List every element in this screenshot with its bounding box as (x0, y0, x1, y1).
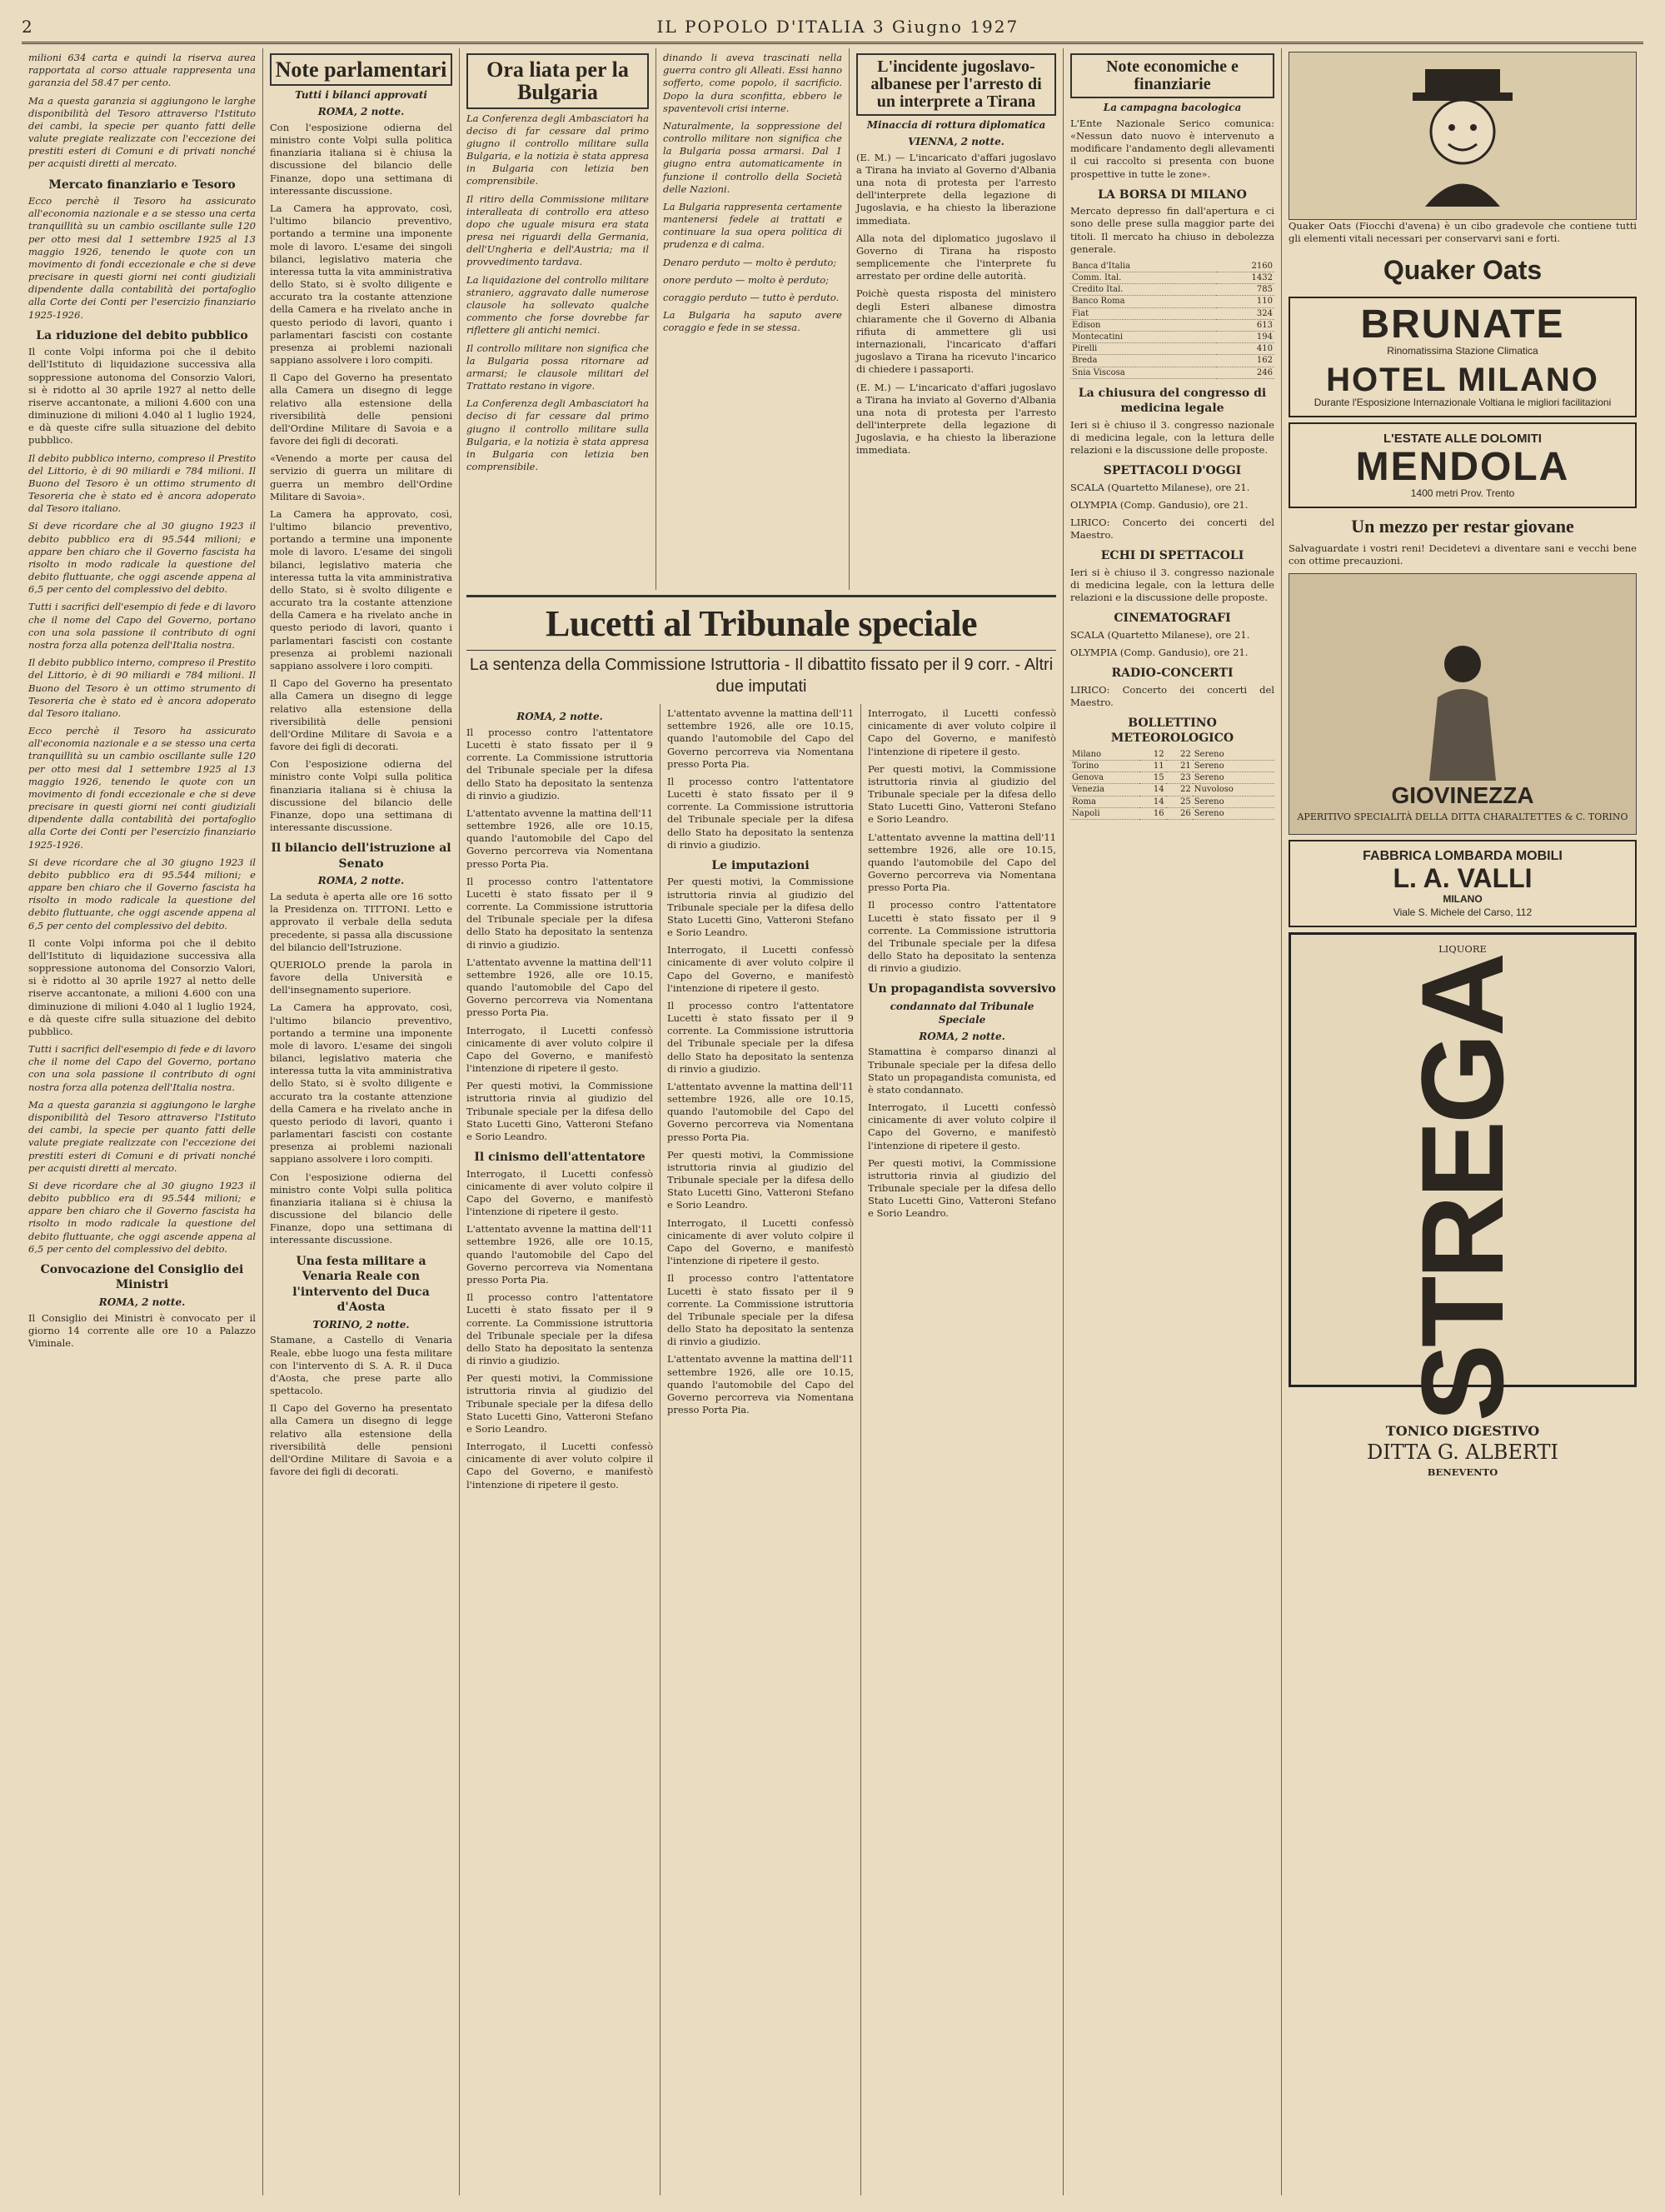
table-row (1070, 296, 1274, 307)
valli-ad (1289, 840, 1637, 928)
table-cell: Sereno (1193, 749, 1274, 761)
article-text: (E. M.) — L'incaricato d'affari jugoslavo a Tirana ha inviato al Governo d'Albania una nota di protesta per l'arresto dell'interprete della legazione di Jugoslavia, e ha chiesto la liberazione immediata. (856, 151, 1056, 227)
weather-table (1070, 749, 1274, 820)
ad-brand: L. A. VALLI (1393, 863, 1533, 894)
listing: OLYMPIA (Comp. Gandusio), ore 21. (1070, 498, 1249, 511)
table-row (1070, 272, 1274, 284)
article-text: Poichè questa risposta del ministero degli Esteri albanese dimostra chiaramente che il Governo di Albania rifiuta di ammettere gli usi internazionali, l'incaricato d'affari jugoslavo a Tirana ha ricevuto l'incarico di chiedere i passaporti. (856, 287, 1056, 376)
article-text: Per questi motivi, la Commissione istruttoria rinvia al giudizio del Tribunale speciale per la difesa dello Stato Lucetti Gino, Vatteroni Stefano e Sorio Leandro. (667, 876, 854, 939)
section-heading: Il bilancio dell'istruzione al Senato (271, 841, 451, 871)
article-text: L'attentato avvenne la mattina dell'11 settembre 1926, alle ore 10.15, quando l'automobile del Capo del Governo percorreva via Nomentana presso Porta Pia. (466, 956, 653, 1019)
table-cell: Edison (1070, 319, 1216, 331)
ad-brand: MENDOLA (1355, 444, 1570, 489)
table-cell: 21 (1166, 761, 1193, 772)
ad-text: 1400 metri Prov. Trento (1410, 487, 1515, 499)
table-cell: 12 (1139, 749, 1166, 761)
article-title: Note parlamentari (270, 53, 452, 86)
mendola-ad (1289, 422, 1637, 508)
table-cell: 15 (1139, 772, 1166, 784)
article-text: Per questi motivi, la Commissione istruttoria rinvia al giudizio del Tribunale speciale per la difesa dello Stato Lucetti Gino, Vatteroni Stefano e Sorio Leandro. (466, 1080, 653, 1142)
listing: LIRICO: Concerto dei concerti del Maestro. (1070, 683, 1274, 708)
dateline: ROMA, 2 notte. (317, 106, 405, 118)
quaker-ad (1289, 250, 1637, 292)
section-heading: RADIO-CONCERTI (1111, 667, 1234, 681)
table-row (1070, 807, 1274, 819)
center-top (460, 48, 1063, 590)
article-text: Si deve ricordare che al 30 giugno 1923 il debito pubblico era di 95.544 milioni; e appare ben chiaro che il Governo fascista ha risolto in modo radicale la questione del debito fluttuante, che oggi ascende appena al 6,5 per cento del complessivo del debito. (28, 1179, 256, 1255)
article-text: Interrogato, il Lucetti confessò cinicamente di aver voluto colpire il Capo del Governo, e manifestò l'intenzione di ripetere il gesto. (466, 1441, 653, 1490)
table-cell: Torino (1070, 761, 1139, 772)
article-text: Il processo contro l'attentatore Lucetti è stato fissato per il 9 corrente. La Commissione istruttoria del Tribunale speciale per la difesa dello Stato ha depositato la sentenza di rinvio a giudizio. (667, 775, 854, 851)
article-text: Per questi motivi, la Commissione istruttoria rinvia al giudizio del Tribunale speciale per la difesa dello Stato Lucetti Gino, Vatteroni Stefano e Sorio Leandro. (868, 1156, 1056, 1220)
article-text: Con l'esposizione odierna del ministro conte Volpi sulla politica finanziaria italiana si è chiusa la discussione del bilancio delle Finanze, dopo una settimana di interessante discussione. (270, 1171, 452, 1246)
article-text: La Bulgaria ha saputo avere coraggio e fede in se stessa. (663, 309, 842, 334)
dateline: VIENNA, 2 notte. (908, 135, 1004, 147)
table-cell: Sereno (1193, 761, 1274, 772)
main-subhead: La sentenza della Commissione Istruttoria - Il dibattito fissato per il 9 corr. - Altri due imputati (469, 656, 1054, 696)
article-text: Con l'esposizione odierna del ministro conte Volpi sulla politica finanziaria italiana si è chiusa la discussione del bilancio delle Finanze, dopo una settimana di interessante discussione. (270, 758, 452, 834)
column-3 (460, 48, 656, 590)
article-text: Con l'esposizione odierna del ministro conte Volpi sulla politica finanziaria italiana si è chiusa la discussione del bilancio delle Finanze, dopo una settimana di interessante discussione. (270, 121, 452, 197)
table-cell: 26 (1166, 807, 1193, 819)
article-text: L'Ente Nazionale Serico comunica: «Nessun dato nuovo è intervenuto a modificare l'andamento degli allevamenti il cui raccolto si presenta con buone prospettive in tutte le zone». (1070, 117, 1274, 180)
table-cell: Sereno (1193, 807, 1274, 819)
section-heading: Il cinismo dell'attentatore (474, 1151, 646, 1165)
section-heading: LA BORSA DI MILANO (1098, 187, 1247, 202)
table-cell: 246 (1216, 367, 1274, 378)
table-cell: Napoli (1070, 807, 1139, 819)
ad-text: TONICO DIGESTIVO (1385, 1422, 1540, 1439)
article-text: Il debito pubblico interno, compreso il Prestito del Littorio, è di 90 miliardi e 784 milioni. Il Buono del Tesoro è un ottimo strumento di Tesoreria che è stato ed è ancora adoperato dal Tesoro italiano. (28, 452, 257, 515)
article-text: Interrogato, il Lucetti confessò cinicamente di aver voluto colpire il Capo del Governo, e manifestò l'intenzione di ripetere il gesto. (667, 944, 854, 994)
table-row (1070, 796, 1274, 807)
article-text: Tutti i sacrifici dell'esempio di fede e di lavoro che il nome del Capo del Governo, portano con una sola passione il contributo di ogni nostra forza alla potenza dell'Italia nostra. (28, 601, 256, 651)
table-row (1070, 331, 1274, 342)
table-row (1070, 772, 1274, 784)
article-text: La Bulgaria rappresenta certamente mantenersi fedele ai trattati e continuare la sua opera politica di prudenza e di calma. (663, 200, 842, 251)
table-cell: Fiat (1070, 307, 1216, 319)
article-text: Il controllo militare non significa che la Bulgaria possa ritornare ad armarsi; le clausole militari del Trattato restano in vigore. (466, 342, 649, 392)
ad-brand: Quaker Oats (1383, 255, 1543, 286)
ad-text: DITTA G. ALBERTI (1367, 1440, 1558, 1464)
article-text: La Camera ha approvato, così, l'ultimo bilancio preventivo, portando a termine una imponente mole di lavoro. L'esame dei singoli bilanci, legislativo materia che interessa tutta la vita amministrativa dello Stato, si è svolto diligente e accurato tra la costante attenzione della Camera e ha rivelato anche in questo periodo di lavori, quanto i parlamentari fascisti con costante presenza ai problemi nazionali sappiano assolvere i loro compiti. (270, 202, 452, 367)
table-cell: 22 (1166, 784, 1193, 796)
table-cell: Breda (1070, 355, 1216, 367)
article-text: QUERIOLO prende la parola in favore della Università e dell'insegnamento superiore. (270, 958, 452, 996)
article-text: L'attentato avvenne la mattina dell'11 settembre 1926, alle ore 10.15, quando l'automobile del Capo del Governo percorreva via Nomentana presso Porta Pia. (667, 1353, 854, 1416)
article-text: Ma a questa garanzia si aggiungono le larghe disponibilità del Tesoro attraverso l'Istituto dei cambi, la specie per quanto fatti delle valute pregiate realizzate con l'eccezione dei prestiti esteri di Comuni e di privati nonché per acquisti diretti al mercato. (28, 1098, 256, 1174)
table-cell: 194 (1216, 331, 1274, 342)
article-text: Stamane, a Castello di Venaria Reale, ebbe luogo una festa militare con l'intervento di S. A. R. il Duca d'Aosta, che prese parte allo spettacolo. (270, 1334, 452, 1397)
dateline: ROMA, 2 notte. (919, 1030, 1005, 1042)
table-cell: 110 (1216, 296, 1274, 307)
article-subtitle: La campagna bacologica (1103, 102, 1242, 113)
article-subtitle: Minaccia di rottura diplomatica (866, 119, 1046, 131)
table-cell: 23 (1166, 772, 1193, 784)
article-title: L'incidente jugoslavo-albanese per l'arresto di un interprete a Tirana (856, 53, 1056, 116)
article-text: Il conte Volpi informa poi che il debito dell'Istituto di liquidazione successiva alla soppressione autonoma del Consorzio Valori, si è ridotto al 30 aprile 1927 al netto delle riserve accantonate, a milioni 4.600 con una diminuzione di milioni 4.040 al 1 luglio 1924, e dà queste cifre sulla situazione del debito pubblico. (28, 936, 256, 1037)
ad-text: Salvaguardate i vostri reni! Decidetevi a diventare sani e vecchi bene con ottime precauzioni. (1289, 542, 1637, 567)
giovinezza-ad (1289, 573, 1637, 835)
article-text: Il Capo del Governo ha presentato alla Camera un disegno di legge relativo alla estensione della riversibilità delle pensioni dell'Ordine Militare di Savoia e a favore dei figli di decorati. (270, 677, 452, 753)
article-text: Alla nota del diplomatico jugoslavo il Governo di Tirana ha risposto semplicemente che l'interprete fu arrestato per ordine delle autorità. (856, 232, 1056, 282)
column-1 (22, 48, 263, 2195)
article-text: Il processo contro l'attentatore Lucetti è stato fissato per il 9 corrente. La Commissione istruttoria del Tribunale speciale per la difesa dello Stato ha depositato la sentenza di rinvio a giudizio. (466, 726, 653, 801)
section-heading: La chiusura del congresso di medicina legale (1078, 386, 1267, 416)
table-cell: 16 (1139, 807, 1166, 819)
woman-figure-icon (1413, 639, 1513, 781)
lucetti-col-1 (460, 704, 661, 2195)
stock-table (1070, 261, 1274, 379)
article-text: Ecco perchè il Tesoro ha assicurato all'economia nazionale e a se stesso una certa tranquillità su un cambio oscillante sulle 120 per otto mesi dal 1 settembre 1925 al 13 maggio 1926, tenendo le quote con un movimento di fondi eccezionale e che si deve precisare in questi giorni nei conti giudiziali dipendente dalla contabilità dei portafoglio alla Corte dei Conti per l'esercizio finanziario 1925-1926. (28, 195, 256, 321)
listing: OLYMPIA (Comp. Gandusio), ore 21. (1070, 646, 1249, 658)
quaker-portrait-icon (1400, 61, 1525, 211)
table-cell: Roma (1070, 796, 1139, 807)
lucetti-col-3 (861, 704, 1063, 2195)
table-cell: 613 (1216, 319, 1274, 331)
article-text: Il ritiro della Commissione militare interalleata di controllo era atteso dopo che uguale misura era stata presa nei riguardi della Germania, dell'Ungheria e dell'Austria; ma il provvedimento tardava. (466, 192, 649, 268)
article-text: Si deve ricordare che al 30 giugno 1923 il debito pubblico era di 95.544 milioni; e appare ben chiaro che il Governo fascista ha risolto in modo radicale la questione del debito fluttuante, che oggi ascende appena al 6,5 per cento del complessivo del debito. (28, 856, 256, 931)
table-cell: Sereno (1193, 796, 1274, 807)
article-title: Ora liata per la Bulgaria (466, 53, 649, 109)
article-text: Per questi motivi, la Commissione istruttoria rinvia al giudizio del Tribunale speciale per la difesa dello Stato Lucetti Gino, Vatteroni Stefano e Sorio Leandro. (868, 762, 1056, 826)
table-cell: 785 (1216, 284, 1274, 296)
article-text: L'attentato avvenne la mattina dell'11 settembre 1926, alle ore 10.15, quando l'automobile del Capo del Governo percorreva via Nomentana presso Porta Pia. (466, 1223, 653, 1286)
article-text: Il processo contro l'attentatore Lucetti è stato fissato per il 9 corrente. La Commissione istruttoria del Tribunale speciale per la difesa dello Stato ha depositato la sentenza di rinvio a giudizio. (667, 1272, 854, 1348)
article-text: Per questi motivi, la Commissione istruttoria rinvia al giudizio del Tribunale speciale per la difesa dello Stato Lucetti Gino, Vatteroni Stefano e Sorio Leandro. (667, 1148, 854, 1211)
section-heading: BOLLETTINO METEOROLOGICO (1110, 716, 1234, 746)
table-cell: 324 (1216, 307, 1274, 319)
article-text: Il processo contro l'attentatore Lucetti è stato fissato per il 9 corrente. La Commissione istruttoria del Tribunale speciale per la difesa dello Stato ha depositato la sentenza di rinvio a giudizio. (466, 875, 653, 951)
article-text: dinando li aveva trascinati nella guerra contro gli Alleati. Essi hanno sofferto, come popolo, il sacrificio. Dopo la dura sconfitta, ebbero le spaventevoli crisi interne. (663, 52, 842, 114)
ad-text: MILANO (1443, 893, 1483, 906)
table-row (1070, 355, 1274, 367)
section-heading: Convocazione del Consiglio dei Ministri (40, 1262, 244, 1292)
masthead (22, 15, 1643, 44)
table-row (1070, 784, 1274, 796)
article-text: Interrogato, il Lucetti confessò cinicamente di aver voluto colpire il Capo del Governo, e manifestò l'intenzione di ripetere il gesto. (466, 1167, 653, 1218)
ad-text: L'ESTATE ALLE DOLOMITI (1383, 432, 1542, 447)
table-cell: 11 (1139, 761, 1166, 772)
ad-text: LIQUORE (1438, 943, 1487, 956)
table-cell: 22 (1166, 749, 1193, 761)
table-cell: Montecatini (1070, 331, 1216, 342)
article-text: La Camera ha approvato, così, l'ultimo bilancio preventivo, portando a termine una imponente mole di lavoro. L'esame dei singoli bilanci, legislativo materia che interessa tutta la vita amministrativa dello Stato, si è svolto diligente e accurato tra la costante attenzione della Camera e ha rivelato anche in questo periodo di lavori, quanto i parlamentari fascisti con costante presenza ai problemi nazionali sappiano assolvere i loro compiti. (270, 1001, 452, 1166)
article-text: L'attentato avvenne la mattina dell'11 settembre 1926, alle ore 10.15, quando l'automobile del Capo del Governo percorreva via Nomentana presso Porta Pia. (466, 806, 653, 870)
section-heading: ECHI DI SPETTACOLI (1100, 549, 1244, 563)
article-text: Il conte Volpi informa poi che il debito dell'Istituto di liquidazione successiva alla soppressione autonoma del Consorzio Valori, si è ridotto al 30 aprile 1927 al netto delle riserve accantonate, a milioni 4.600 con una diminuzione di milioni 4.040 al 1 luglio 1924, e dà queste cifre sulla situazione del debito pubblico. (28, 346, 256, 447)
article-text: Il processo contro l'attentatore Lucetti è stato fissato per il 9 corrente. La Commissione istruttoria del Tribunale speciale per la difesa dello Stato ha depositato la sentenza di rinvio a giudizio. (466, 1291, 653, 1367)
article-text: Ma a questa garanzia si aggiungono le larghe disponibilità del Tesoro attraverso l'Istituto dei cambi, la specie per quanto fatti delle valute pregiate realizzate con l'eccezione dei prestiti esteri di Comuni e di privati nonché per acquisti diretti al mercato. (28, 94, 256, 170)
table-row (1070, 749, 1274, 761)
ad-text: Rinomatissima Stazione Climatica (1387, 344, 1538, 357)
table-cell: Banco Roma (1070, 296, 1216, 307)
article-text: Naturalmente, la soppressione del controllo militare non significa che la Bulgaria possa armarsi. Dal 1 giugno entra automaticamente in funzione il controllo della Società delle Nazioni. (663, 119, 842, 195)
quaker-man-illustration (1289, 52, 1637, 220)
table-cell: 162 (1216, 355, 1274, 367)
article-text: L'attentato avvenne la mattina dell'11 settembre 1926, alle ore 10.15, quando l'automobile del Capo del Governo percorreva via Nomentana presso Porta Pia. (667, 707, 854, 770)
article-text: Denaro perduto — molto è perduto; (663, 256, 837, 268)
table-row (1070, 307, 1274, 319)
article-text: Il Consiglio dei Ministri è convocato per il giorno 14 corrente alle ore 10 a Palazzo Viminale. (28, 1311, 256, 1349)
article-text: Si deve ricordare che al 30 giugno 1923 il debito pubblico era di 95.544 milioni; e appare ben chiaro che il Governo fascista ha risolto in modo radicale la questione del debito fluttuante, che oggi ascende appena al 6,5 per cento del complessivo del debito. (28, 520, 256, 596)
section-heading: Una festa militare a Venaria Reale con l'intervento del Duca d'Aosta (292, 1254, 430, 1315)
table-row (1070, 343, 1274, 355)
table-cell: Banca d'Italia (1070, 261, 1216, 272)
ad-text: Quaker Oats (Fiocchi d'avena) è un cibo gradevole che contiene tutti gli elementi vitali necessari per conservarvi sani e forti. (1289, 220, 1637, 245)
table-row (1070, 284, 1274, 296)
article-text: Interrogato, il Lucetti confessò cinicamente di aver voluto colpire il Capo del Governo, e manifestò l'intenzione di ripetere il gesto. (868, 707, 1056, 757)
section-heading: CINEMATOGRAFI (1114, 612, 1231, 626)
article-text: L'attentato avvenne la mattina dell'11 settembre 1926, alle ore 10.15, quando l'automobile del Capo del Governo percorreva via Nomentana presso Porta Pia. (868, 831, 1056, 894)
article-text: Tutti i sacrifici dell'esempio di fede e di lavoro che il nome del Capo del Governo, portano con una sola passione il contributo di ogni nostra forza alla potenza dell'Italia nostra. (28, 1043, 256, 1093)
masthead-title: IL POPOLO D'ITALIA 3 Giugno 1927 (656, 17, 1019, 37)
article-text: Il processo contro l'attentatore Lucetti è stato fissato per il 9 corrente. La Commissione istruttoria del Tribunale speciale per la difesa dello Stato ha depositato la sentenza di rinvio a giudizio. (868, 899, 1056, 975)
column-2 (263, 48, 460, 2195)
article-text: Per questi motivi, la Commissione istruttoria rinvia al giudizio del Tribunale speciale per la difesa dello Stato Lucetti Gino, Vatteroni Stefano e Sorio Leandro. (466, 1372, 653, 1435)
dateline: ROMA, 2 notte. (317, 875, 405, 887)
ad-text: BENEVENTO (1427, 1466, 1498, 1478)
article-text: Ecco perchè il Tesoro ha assicurato all'economia nazionale e a se stesso una certa tranquillità su un cambio oscillante sulle 120 per otto mesi dal 1 settembre 1925 al 13 maggio 1926, tenendo le quote con un movimento di fondi eccezionale e che si deve precisare in questi giorni nei conti giudiziali dipendente dalla contabilità dei portafoglio alla Corte dei Conti per l'esercizio finanziario 1925-1926. (28, 725, 256, 851)
column-5 (850, 48, 1063, 590)
article-text: La liquidazione del controllo militare straniero, aggravato dalle numerose clausole ha sollevato qualche commento che forse dovrebbe far riflettere gli antichi nemici. (466, 273, 649, 337)
ad-title: Un mezzo per restar giovane (1351, 516, 1574, 537)
table-row (1070, 761, 1274, 772)
dateline: ROMA, 2 notte. (98, 1296, 186, 1308)
article-title: Note economiche e finanziarie (1070, 53, 1274, 98)
ad-text: Viale S. Michele del Carso, 112 (1393, 906, 1533, 918)
table-cell: Genova (1070, 772, 1139, 784)
article-text: Interrogato, il Lucetti confessò cinicamente di aver voluto colpire il Capo del Governo, e manifestò l'intenzione di ripetere il gesto. (667, 1216, 854, 1267)
table-cell: Pirelli (1070, 343, 1216, 355)
lucetti-body (460, 704, 1063, 2195)
listing: SCALA (Quartetto Milanese), ore 21. (1070, 481, 1250, 493)
strega-ad (1289, 932, 1637, 1478)
ad-brand: HOTEL MILANO (1326, 361, 1599, 398)
page-number: 2 (22, 17, 32, 37)
table-cell: Sereno (1193, 772, 1274, 784)
article-text: Il debito pubblico interno, compreso il Prestito del Littorio, è di 90 miliardi e 784 milioni. Il Buono del Tesoro è un ottimo strumento di Tesoreria che è stato ed è ancora adoperato dal Tesoro italiano. (28, 657, 257, 719)
article-text: Ieri si è chiuso il 3. congresso nazionale di medicina legale, con la lettura delle relazioni e la discussione delle proposte. (1070, 566, 1274, 604)
table-cell: Venezia (1070, 784, 1139, 796)
section-heading: SPETTACOLI D'OGGI (1103, 464, 1242, 478)
ad-text: FABBRICA LOMBARDA MOBILI (1363, 848, 1563, 863)
ad-brand: STREGA (1397, 956, 1528, 1422)
lucetti-col-2 (661, 704, 861, 2195)
article-text: «Venendo a morte per causa del servizio di guerra un militare di guerra un membro dell'Ordine Militare di Savoia». (270, 452, 452, 502)
table-cell: 25 (1166, 796, 1193, 807)
ad-text: Durante l'Esposizione Internazionale Voltiana le migliori facilitazioni (1314, 396, 1612, 408)
dateline: ROMA, 2 notte. (516, 711, 603, 722)
section-heading: Mercato finanziario e Tesoro (48, 177, 236, 192)
table-row (1070, 367, 1274, 378)
article-subtitle: condannato dal Tribunale Speciale (890, 1000, 1034, 1026)
main-headline: Lucetti al Tribunale speciale (466, 595, 1056, 651)
table-row (1070, 319, 1274, 331)
table-cell: 2160 (1216, 261, 1274, 272)
table-cell: Milano (1070, 749, 1139, 761)
column-6 (1064, 48, 1282, 2195)
column-4 (656, 48, 850, 590)
table-cell: 14 (1139, 784, 1166, 796)
article-text: Il processo contro l'attentatore Lucetti è stato fissato per il 9 corrente. La Commissione istruttoria del Tribunale speciale per la difesa dello Stato ha depositato la sentenza di rinvio a giudizio. (667, 999, 854, 1075)
article-text: Il Capo del Governo ha presentato alla Camera un disegno di legge relativo alla estensione della riversibilità delle pensioni dell'Ordine Militare di Savoia e a favore dei figli di decorati. (270, 372, 452, 447)
section-heading: Un propagandista sovversivo (868, 982, 1056, 996)
table-cell: 1432 (1216, 272, 1274, 284)
table-row (1070, 261, 1274, 272)
listing: LIRICO: Concerto dei concerti del Maestro. (1070, 516, 1274, 542)
section-heading: La riduzione del debito pubblico (36, 328, 248, 342)
article-text: Ieri si è chiuso il 3. congresso nazionale di medicina legale, con la lettura delle relazioni e la discussione delle proposte. (1070, 418, 1274, 456)
article-text: La Conferenza degli Ambasciatori ha deciso di far cessare dal primo giugno il controllo militare sulla Bulgaria, e la notizia è stata appresa in Bulgaria con letizia ben comprensibile. (466, 112, 649, 187)
column-ads (1282, 48, 1643, 2195)
table-cell: 14 (1139, 796, 1166, 807)
article-text: La Camera ha approvato, così, l'ultimo bilancio preventivo, portando a termine una imponente mole di lavoro. L'esame dei singoli bilanci, legislativo materia che interessa tutta la vita amministrativa dello Stato, si è svolto diligente e accurato tra la costante attenzione della Camera e ha rivelato anche in questo periodo di lavori, quanto i parlamentari fascisti con costante presenza ai problemi nazionali sappiano assolvere i loro compiti. (270, 507, 452, 672)
ad-text: APERITIVO SPECIALITÀ DELLA DITTA CHARALTETTES & C. TORINO (1297, 811, 1628, 823)
article-subtitle: Tutti i bilanci approvati (295, 89, 427, 102)
lucetti-article (460, 590, 1063, 704)
table-cell: Snia Viscosa (1070, 367, 1216, 378)
article-text: Interrogato, il Lucetti confessò cinicamente di aver voluto colpire il Capo del Governo, e manifestò l'intenzione di ripetere il gesto. (868, 1101, 1056, 1151)
listing: SCALA (Quartetto Milanese), ore 21. (1070, 628, 1250, 641)
article-text: Interrogato, il Lucetti confessò cinicamente di aver voluto colpire il Capo del Governo, e manifestò l'intenzione di ripetere il gesto. (466, 1024, 653, 1075)
article-text: milioni 634 carta e quindi la riserva aurea rapportata al corso attuale rappresenta una garanzia del 58.47 per cento. (28, 52, 256, 89)
article-text: onore perduto — molto è perduto; (663, 273, 830, 286)
dateline: TORINO, 2 notte. (312, 1318, 410, 1331)
brunate-ad (1289, 297, 1637, 417)
article-text: coraggio perduto — tutto è perduto. (663, 291, 840, 303)
section-heading: Le imputazioni (711, 858, 810, 872)
table-cell: Comm. Ital. (1070, 272, 1216, 284)
ad-brand: GIOVINEZZA (1391, 782, 1534, 809)
table-cell: Nuvoloso (1193, 784, 1274, 796)
ad-brand: BRUNATE (1360, 302, 1565, 347)
article-text: (E. M.) — L'incaricato d'affari jugoslavo a Tirana ha inviato al Governo d'Albania una nota di protesta per l'arresto dell'interprete della legazione di Jugoslavia, e ha chiesto la liberazione immediata. (856, 381, 1056, 457)
table-cell: Credito Ital. (1070, 284, 1216, 296)
article-text: L'attentato avvenne la mattina dell'11 settembre 1926, alle ore 10.15, quando l'automobile del Capo del Governo percorreva via Nomentana presso Porta Pia. (667, 1080, 854, 1143)
table-cell: 410 (1216, 343, 1274, 355)
columns (22, 48, 1643, 2195)
article-text: Il Capo del Governo ha presentato alla Camera un disegno di legge relativo alla estensione della riversibilità delle pensioni dell'Ordine Militare di Savoia e a favore dei figli di decorati. (270, 1402, 452, 1478)
article-text: Stamattina è comparso dinanzi al Tribunale speciale per la difesa dello Stato un propagandista comunista, ed è stato condannato. (868, 1046, 1056, 1096)
center-block (460, 48, 1064, 2195)
article-text: La seduta è aperta alle ore 16 sotto la Presidenza on. TITTONI. Letto e approvato il verbale della seduta precedente, si passa alla discussione del bilancio dell'Istruzione. (270, 891, 452, 953)
article-text: Mercato depresso fin dall'apertura e ci sono delle prese sulla maggior parte dei titoli. Il mercato ha chiuso in debolezza generale. (1070, 205, 1274, 255)
article-text: La Conferenza degli Ambasciatori ha deciso di far cessare dal primo giugno il controllo militare sulla Bulgaria, e la notizia è stata appresa in Bulgaria con letizia ben comprensibile. (466, 397, 649, 473)
